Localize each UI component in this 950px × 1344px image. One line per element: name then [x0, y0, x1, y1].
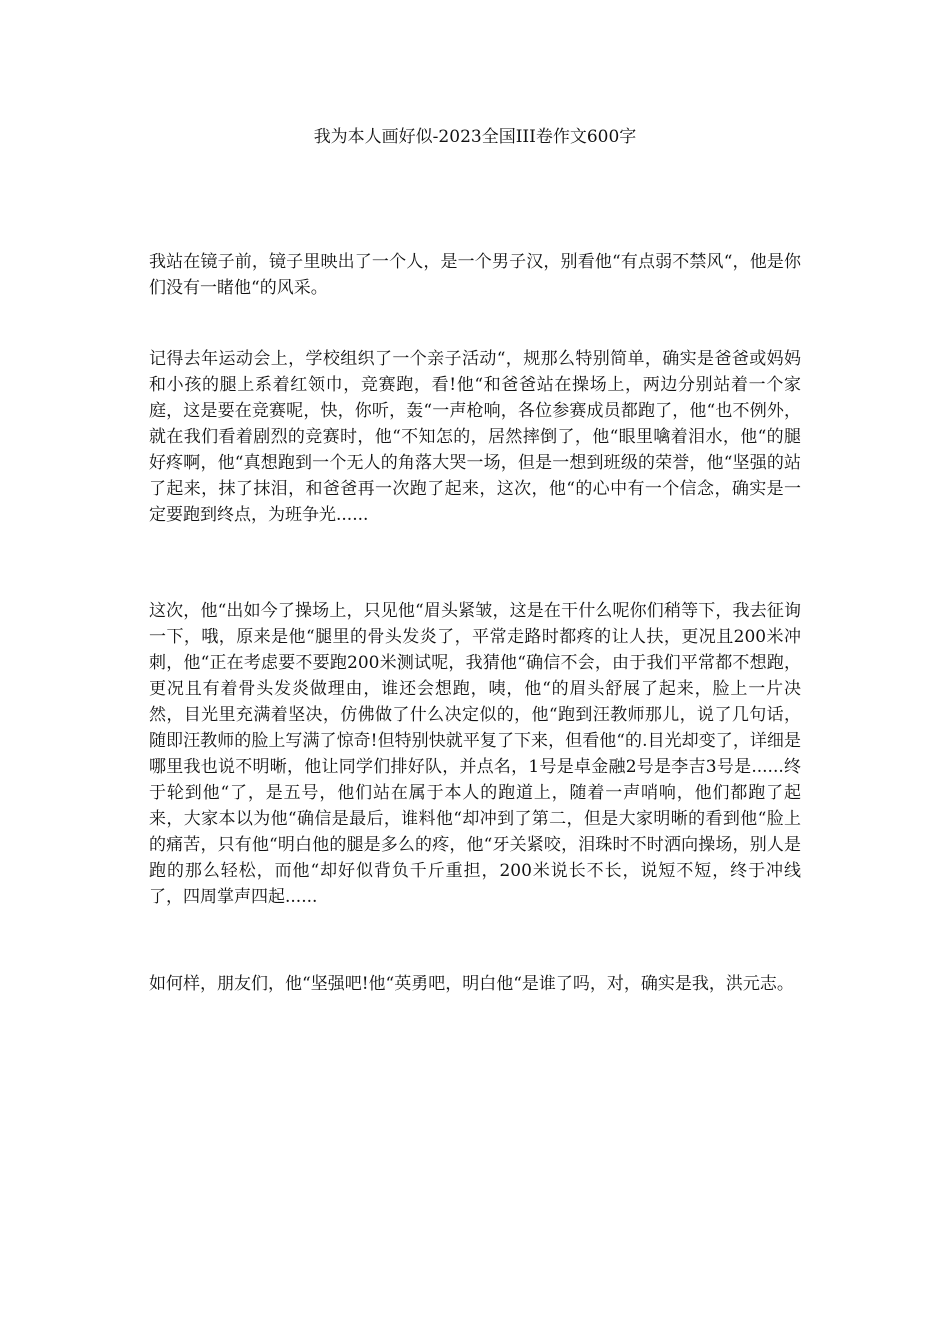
- document-title: 我为本人画好似-2023全国III卷作文600字: [313, 127, 637, 147]
- paragraph-1: 我站在镜子前，镜子里映出了一个人，是一个男子汉，别看他“有点弱不禁风“，他是你们没有一睹他“的风采。: [149, 252, 801, 298]
- paragraph-2: 记得去年运动会上，学校组织了一个亲子活动“，规那么特别简单，确实是爸爸或妈妈和小孩的腿上系着红领巾，竞赛跑，看!他“和爸爸站在操场上，两边分别站着一个家庭，这是要在竞赛呢，快，你听，轰“一声枪响，各位参赛成员都跑了，他“也不例外，就在我们看着剧烈的竞赛时，他“不知怎的，居然摔倒了，他“眼里噙着泪水，他“的腿好疼啊，他“真想跑到一个无人的角落大哭一场，但是一想到班级的荣誉，他“坚强的站了起来，抹了抹泪，和爸爸再一次跑了起来，这次，他“的心中有一个信念，确实是一定要跑到终点，为班争光......: [149, 349, 801, 525]
- paragraph-4: 如何样，朋友们，他“坚强吧!他“英勇吧，明白他“是谁了吗，对，确实是我，洪元志。: [149, 974, 794, 994]
- paragraph-3: 这次，他“出如今了操场上，只见他“眉头紧皱，这是在干什么呢你们稍等下，我去征询一下，哦，原来是他“腿里的骨头发炎了，平常走路时都疼的让人扶，更况且200米冲刺，他“正在考虑要不要跑200米测试呢，我猜他“确信不会，由于我们平常都不想跑，更况且有着骨头发炎做理由，谁还会想跑，咦，他“的眉头舒展了起来，脸上一片决然，目光里充满着坚决，仿佛做了什么决定似的，他“跑到汪教师那儿，说了几句话，随即汪教师的脸上写满了惊奇!但特别快就平复了下来，但看他“的.目光却变了，详细是哪里我也说不明晰，他让同学们排好队，并点名，1号是卓金融2号是李吉3号是......终于轮到他“了，是五号，他们站在属于本人的跑道上，随着一声哨响，他们都跑了起来，大家本以为他“确信是最后，谁料他“却冲到了第二，但是大家明晰的看到他“脸上的痛苦，只有他“明白他的腿是多么的疼，他“牙关紧咬，泪珠时不时洒向操场，别人是跑的那么轻松，而他“却好似背负千斤重担，200米说长不长，说短不短，终于冲线了，四周掌声四起......: [149, 601, 801, 907]
